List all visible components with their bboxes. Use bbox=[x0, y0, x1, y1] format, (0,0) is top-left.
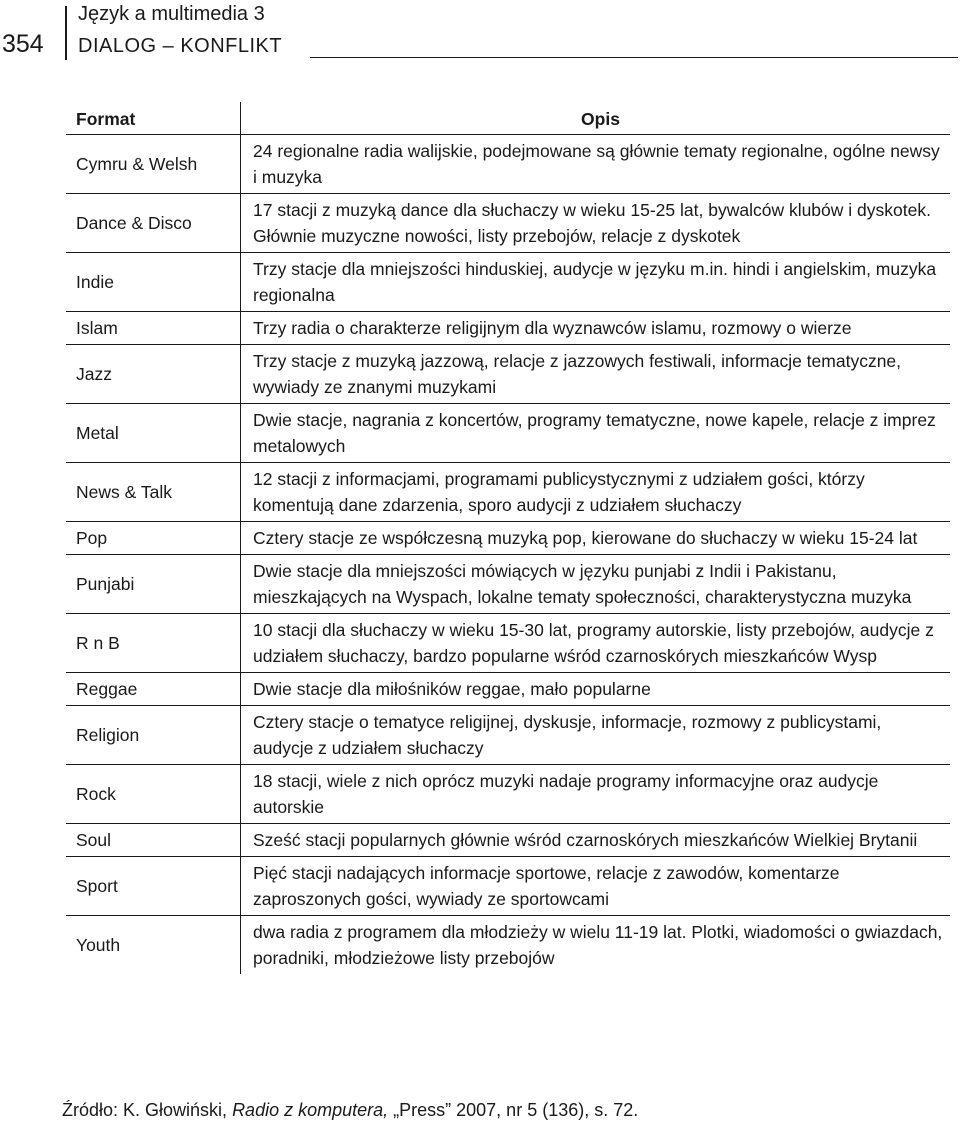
description-cell: 18 stacji, wiele z nich oprócz muzyki nadaje programy informacyjne oraz audycje autorskie bbox=[241, 765, 951, 824]
table-row bbox=[66, 857, 950, 916]
header-rule bbox=[310, 57, 958, 58]
page-number: 354 bbox=[2, 30, 44, 58]
description-cell: Trzy stacje z muzyką jazzową, relacje z jazzowych festiwali, informacje tematyczne, wywiady ze znanymi muzykami bbox=[241, 345, 951, 404]
source-title: Radio z komputera, bbox=[232, 1100, 389, 1120]
table-row bbox=[66, 765, 950, 824]
description-cell: 10 stacji dla słuchaczy w wieku 15-30 lat, programy autorskie, listy przebojów, audycje z udziałem słuchaczy, bardzo popularne wśród czarnoskórych mieszkańców Wysp bbox=[241, 614, 951, 673]
table-row bbox=[66, 916, 950, 975]
header-divider bbox=[65, 6, 67, 60]
format-cell: Punjabi bbox=[66, 555, 241, 614]
format-cell: Metal bbox=[66, 404, 241, 463]
page-header bbox=[0, 0, 960, 70]
radio-formats-table bbox=[66, 102, 950, 974]
description-cell: Trzy radia o charakterze religijnym dla wyznawców islamu, rozmowy o wierze bbox=[241, 312, 951, 345]
format-cell: R n B bbox=[66, 614, 241, 673]
column-header-format: Format bbox=[66, 102, 241, 135]
description-cell: Cztery stacje o tematyce religijnej, dyskusje, informacje, rozmowy z publicystami, audycje z udziałem słuchaczy bbox=[241, 706, 951, 765]
table-header-row bbox=[66, 102, 950, 135]
description-cell: 17 stacji z muzyką dance dla słuchaczy w wieku 15-25 lat, bywalców klubów i dyskotek. Głównie muzyczne nowości, listy przebojów, relacje z dyskotek bbox=[241, 194, 951, 253]
format-cell: Indie bbox=[66, 253, 241, 312]
series-title: Język a multimedia 3 bbox=[78, 3, 265, 25]
source-prefix: Źródło: K. Głowiński, bbox=[62, 1100, 233, 1120]
table-row bbox=[66, 463, 950, 522]
description-cell: Cztery stacje ze współczesną muzyką pop, kierowane do słuchaczy w wieku 15-24 lat bbox=[241, 522, 951, 555]
description-cell: Dwie stacje, nagrania z koncertów, programy tematyczne, nowe kapele, relacje z imprez metalowych bbox=[241, 404, 951, 463]
format-cell: News & Talk bbox=[66, 463, 241, 522]
format-cell: Religion bbox=[66, 706, 241, 765]
format-cell: Soul bbox=[66, 824, 241, 857]
table-row bbox=[66, 673, 950, 706]
format-cell: Sport bbox=[66, 857, 241, 916]
table-row bbox=[66, 253, 950, 312]
chapter-title: DIALOG – KONFLIKT bbox=[78, 35, 283, 57]
format-cell: Rock bbox=[66, 765, 241, 824]
format-cell: Reggae bbox=[66, 673, 241, 706]
table-row bbox=[66, 614, 950, 673]
table-row bbox=[66, 555, 950, 614]
table-row bbox=[66, 194, 950, 253]
format-cell: Youth bbox=[76, 935, 121, 955]
description-cell: Dwie stacje dla mniejszości mówiących w języku punjabi z Indii i Pakistanu, mieszkających na Wyspach, lokalne tematy społeczności, charakterystyczna muzyka bbox=[241, 555, 951, 614]
table-row bbox=[66, 312, 950, 345]
source-suffix: „Press” 2007, nr 5 (136), s. 72. bbox=[388, 1100, 639, 1120]
table-row bbox=[66, 824, 950, 857]
description-cell: Dwie stacje dla miłośników reggae, mało popularne bbox=[241, 673, 951, 706]
format-cell: Cymru & Welsh bbox=[66, 135, 241, 194]
table-row bbox=[66, 706, 950, 765]
description-cell: 24 regionalne radia walijskie, podejmowane są głównie tematy regionalne, ogólne newsy i muzyka bbox=[241, 135, 951, 194]
format-cell: Dance & Disco bbox=[66, 194, 241, 253]
table-row bbox=[66, 345, 950, 404]
table-row bbox=[66, 135, 950, 194]
description-cell: 12 stacji z informacjami, programami publicystycznymi z udziałem gości, którzy komentują dane zdarzenia, sporo audycji z udziałem słuchaczy bbox=[241, 463, 951, 522]
format-cell: Pop bbox=[66, 522, 241, 555]
format-cell: Jazz bbox=[66, 345, 241, 404]
description-cell: dwa radia z programem dla młodzieży w wielu 11-19 lat. Plotki, wiadomości o gwiazdach, poradniki, młodzieżowe listy przebojów bbox=[241, 916, 951, 975]
table-body bbox=[66, 135, 950, 975]
column-header-description: Opis bbox=[241, 102, 951, 135]
table-row bbox=[66, 404, 950, 463]
source-citation bbox=[62, 1100, 638, 1121]
description-cell: Trzy stacje dla mniejszości hinduskiej, audycje w języku m.in. hindi i angielskim, muzyka regionalna bbox=[241, 253, 951, 312]
description-cell: Pięć stacji nadających informacje sportowe, relacje z zawodów, komentarze zaproszonych gości, wywiady ze sportowcami bbox=[241, 857, 951, 916]
table-row bbox=[66, 522, 950, 555]
format-cell: Islam bbox=[66, 312, 241, 345]
description-cell: Sześć stacji popularnych głównie wśród czarnoskórych mieszkańców Wielkiej Brytanii bbox=[241, 824, 951, 857]
